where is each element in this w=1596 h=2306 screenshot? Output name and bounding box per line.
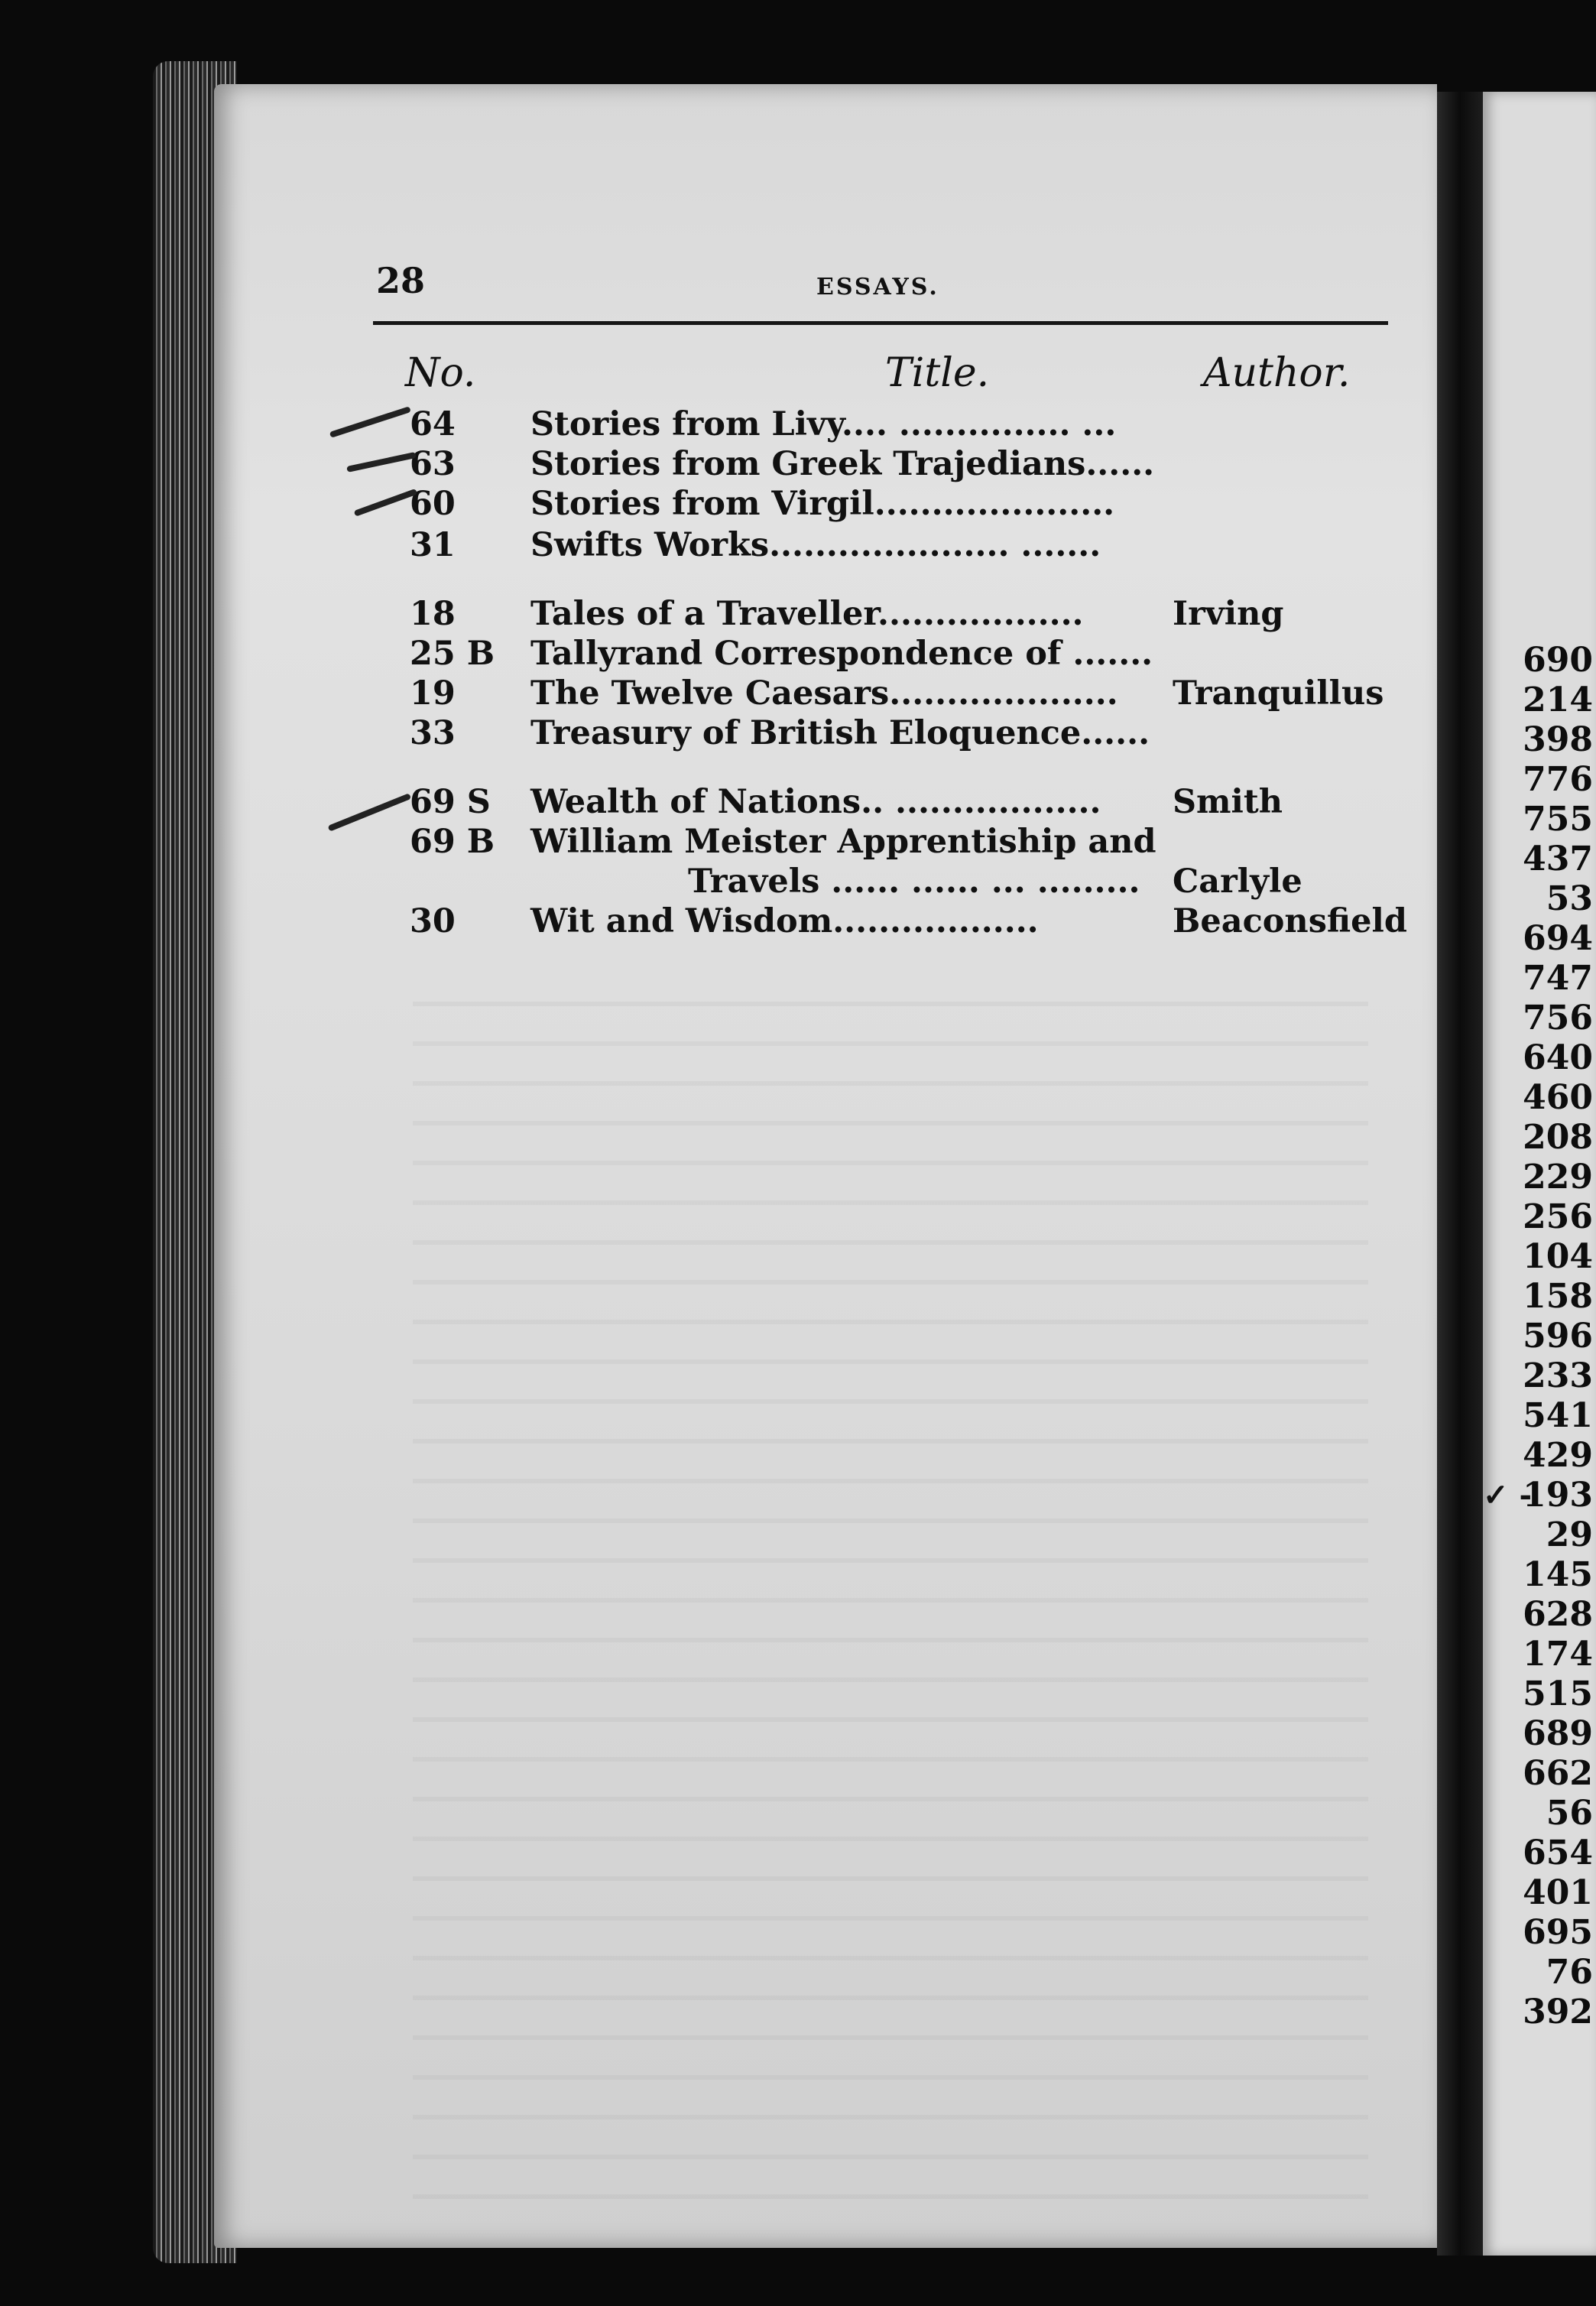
right-page-number: 174 — [1523, 1635, 1593, 1674]
right-page-number: 256 — [1523, 1197, 1593, 1236]
catalog-title: Stories from Greek Trajedians...... — [530, 445, 1155, 483]
catalog-author: Tranquillus — [1173, 674, 1384, 713]
bleed-through-text — [413, 971, 1368, 2233]
catalog-title: Wit and Wisdom.................. — [530, 902, 1039, 940]
right-page-number: 437 — [1523, 840, 1593, 879]
right-page-number: 76 — [1546, 1953, 1593, 1992]
right-page-number: 56 — [1546, 1794, 1593, 1833]
right-page-number: 689 — [1523, 1714, 1593, 1753]
right-page-number: 208 — [1523, 1118, 1593, 1157]
right-page-number: 229 — [1523, 1158, 1593, 1197]
right-page-number: 460 — [1523, 1078, 1593, 1117]
right-page-number: 145 — [1523, 1555, 1593, 1594]
catalog-number: 69 S — [410, 783, 491, 821]
right-page-number: 776 — [1523, 760, 1593, 799]
catalog-title: Wealth of Nations.. .................. — [530, 783, 1101, 821]
right-page-number: 596 — [1523, 1317, 1593, 1356]
right-page — [1483, 92, 1596, 2256]
header-rule — [373, 321, 1388, 325]
catalog-title: Stories from Virgil..................... — [530, 485, 1115, 523]
catalog-title: William Meister Apprentiship and — [530, 823, 1156, 861]
catalog-title: Stories from Livy.... ............... ... — [530, 405, 1117, 443]
catalog-number: 30 — [410, 902, 456, 940]
right-page-number: 233 — [1523, 1356, 1593, 1395]
right-page-number: 29 — [1546, 1515, 1593, 1554]
catalog-number: 33 — [410, 714, 456, 752]
catalog-number: 19 — [410, 674, 456, 713]
page-number: 28 — [376, 260, 426, 301]
book-gutter — [1437, 92, 1483, 2256]
catalog-title: Tallyrand Correspondence of ....... — [530, 635, 1153, 673]
catalog-number: 64 — [410, 405, 456, 443]
catalog-number: 63 — [410, 445, 456, 483]
catalog-title: Treasury of British Eloquence...... — [530, 714, 1150, 752]
right-page-number: 628 — [1523, 1595, 1593, 1634]
right-page-number: 662 — [1523, 1754, 1593, 1793]
right-page-number: 755 — [1523, 800, 1593, 839]
catalog-title: Travels ...... ...... ... ......... — [688, 862, 1140, 901]
right-page-number: 398 — [1523, 720, 1593, 759]
right-page-number: 193 — [1523, 1476, 1593, 1515]
column-header-no: No. — [405, 350, 476, 396]
column-header-author: Author. — [1203, 350, 1351, 396]
right-page-number: 214 — [1523, 680, 1593, 719]
right-page-number: 756 — [1523, 999, 1593, 1038]
right-page-number: 747 — [1523, 959, 1593, 998]
catalog-number: 60 — [410, 485, 456, 523]
catalog-title: Swifts Works..................... ....... — [530, 526, 1101, 564]
catalog-title: Tales of a Traveller.................. — [530, 595, 1084, 633]
right-page-number: 654 — [1523, 1833, 1593, 1872]
catalog-number: 69 B — [410, 823, 495, 861]
catalog-number: 31 — [410, 526, 456, 564]
right-page-margin-mark: ✓ - — [1483, 1477, 1533, 1513]
right-page-number: 392 — [1523, 1993, 1593, 2032]
catalog-number: 25 B — [410, 635, 495, 673]
right-page-number: 158 — [1523, 1277, 1593, 1316]
right-page-number: 694 — [1523, 919, 1593, 958]
right-page-number: 429 — [1523, 1436, 1593, 1475]
right-page-number: 104 — [1523, 1237, 1593, 1276]
catalog-author: Beaconsfield — [1173, 902, 1407, 940]
catalog-author: Smith — [1173, 783, 1283, 821]
section-heading: ESSAYS. — [816, 274, 939, 300]
column-header-title: Title. — [885, 350, 990, 396]
right-page-number: 401 — [1523, 1873, 1593, 1912]
right-page-number: 53 — [1546, 879, 1593, 918]
right-page-number: 515 — [1523, 1674, 1593, 1713]
right-page-number: 690 — [1523, 641, 1593, 680]
catalog-author: Carlyle — [1173, 862, 1302, 901]
right-page-number: 541 — [1523, 1396, 1593, 1435]
catalog-title: The Twelve Caesars.................... — [530, 674, 1118, 713]
right-page-number: 695 — [1523, 1913, 1593, 1952]
catalog-author: Irving — [1173, 595, 1284, 633]
catalog-number: 18 — [410, 595, 456, 633]
right-page-number: 640 — [1523, 1038, 1593, 1077]
